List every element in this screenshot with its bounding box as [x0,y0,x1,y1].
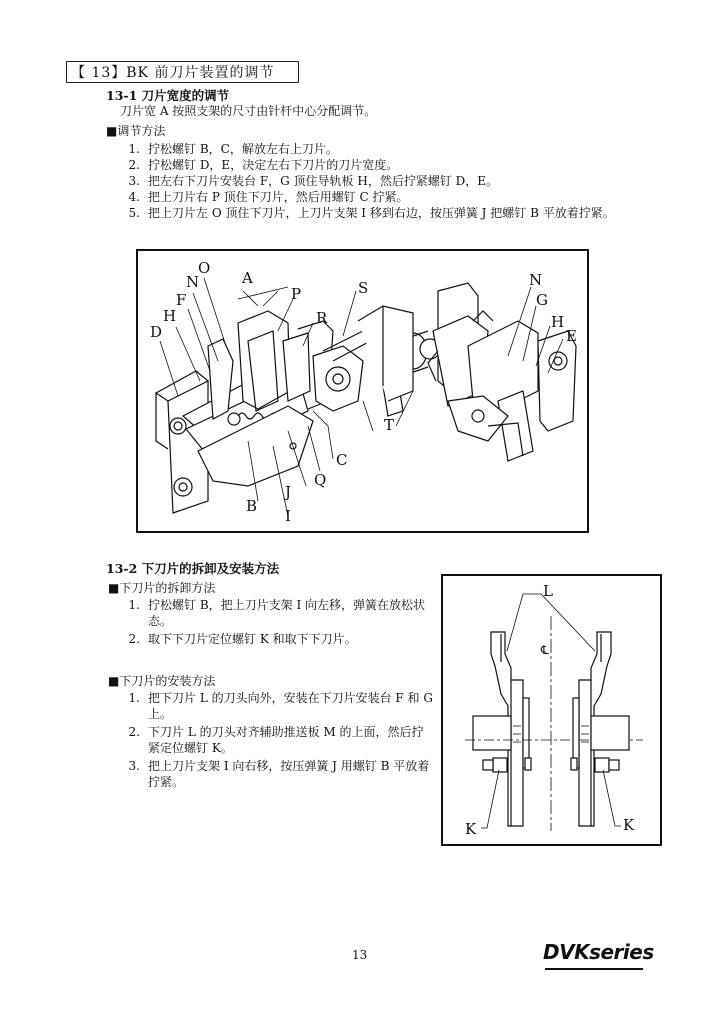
lower-blade-drawing [443,576,660,844]
step-text: 把上刀片右 P 顶住下刀片，然后用螺钉 C 拧紧。 [148,190,409,204]
label-T: T [384,416,395,434]
label-Q: Q [314,471,327,489]
page-number: 13 [352,948,368,962]
step-text: 把上刀片左 O 顶住下刀片，上刀片支架 I 移到右边，按压弹簧 J 把螺钉 B 平放着拧紧。 [148,206,615,220]
step-text: 拧松螺钉 B，把上刀片支架 I 向左移，弹簧在放松状态。 [148,598,426,628]
adjust-steps-list [122,141,682,221]
section-title: 【 13】BK 前刀片装置的调节 [66,61,299,83]
remove-method-heading: ■下刀片的拆卸方法 [108,581,216,595]
label-B: B [246,497,258,515]
list-item [122,157,682,173]
label-H-right: H [551,313,565,331]
label-A: A [242,269,253,287]
list-item [122,597,434,629]
subsection-heading-13-1: 13-1 刀片宽度的调节 [106,88,230,103]
label-K-left: K [465,820,477,838]
step-number: 1. [128,598,140,612]
label-S: S [358,279,369,297]
label-J: J [285,483,292,501]
centerline-symbol: ℄ [541,643,549,657]
list-item [122,690,434,722]
step-number: 3. [128,759,140,773]
label-P: P [291,285,302,303]
list-item [122,724,434,756]
list-item [122,141,682,157]
step-number: 1. [128,142,140,156]
label-C: C [336,451,348,469]
label-O: O [198,259,211,277]
step-text: 把下刀片 L 的刀头向外，安装在下刀片安装台 F 和 G 上。 [148,691,433,721]
label-N: N [186,273,200,291]
label-E: E [566,327,577,345]
lower-blade-figure [441,574,662,846]
step-number: 4. [128,190,140,204]
subsection-heading-13-2: 13-2 下刀片的拆卸及安装方法 [106,561,280,576]
label-K-right: K [623,816,635,834]
label-N-right: N [529,271,543,289]
label-D: D [150,323,163,341]
adjust-method-heading: ■调节方法 [106,124,166,138]
step-text: 下刀片 L 的刀头对齐辅助推送板 M 的上面，然后拧紧定位螺钉 K。 [148,725,424,755]
blade-assembly-figure [136,249,589,533]
list-item [122,189,682,205]
list-item [122,173,682,189]
step-number: 2. [128,158,140,172]
label-R: R [316,309,328,327]
step-number: 2. [128,632,140,646]
blade-width-description: 刀片宽 A 按照支架的尺寸由针杆中心分配调节。 [120,104,377,118]
step-number: 5. [128,206,140,220]
label-G: G [536,291,548,309]
label-L: L [543,582,553,600]
step-text: 取下下刀片定位螺钉 K 和取下下刀片。 [148,632,357,646]
list-item [122,205,682,221]
step-text: 拧松螺钉 B，C，解放左右上刀片。 [148,142,338,156]
remove-steps-list [122,597,434,647]
install-method-heading: ■下刀片的安装方法 [108,674,216,688]
step-number: 2. [128,725,140,739]
label-I: I [285,507,291,525]
step-text: 把上刀片支架 I 向右移，按压弹簧 J 用螺钉 B 平放着拧紧。 [148,759,430,789]
step-number: 3. [128,174,140,188]
label-F: F [176,291,187,309]
label-H: H [163,307,177,325]
step-number: 1. [128,691,140,705]
list-item [122,758,434,790]
install-steps-list [122,690,434,790]
step-text: 拧松螺钉 D，E，决定左右下刀片的刀片宽度。 [148,158,399,172]
brand-logo: DVKseries [543,940,654,964]
list-item [122,631,434,647]
brand-underline [545,968,643,970]
step-text: 把左右下刀片安装台 F，G 顶住导轨板 H，然后拧紧螺钉 D，E。 [148,174,499,188]
